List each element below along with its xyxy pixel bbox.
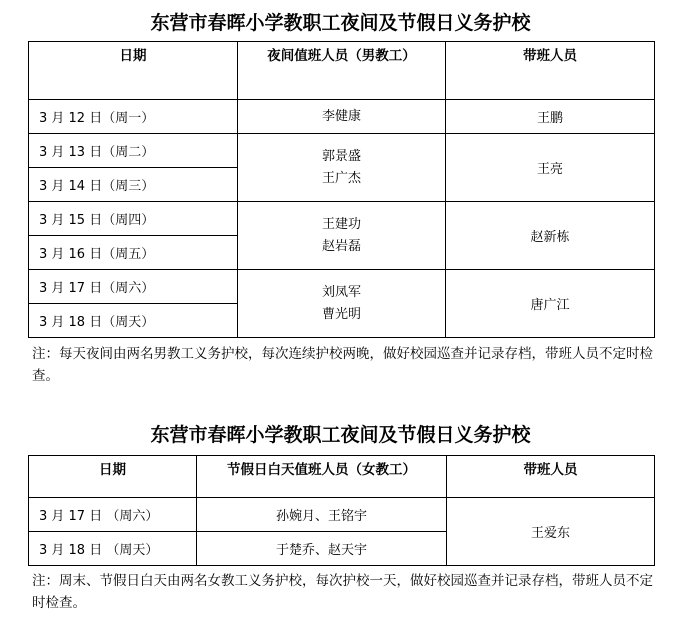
date-cell: 3 月 17 日（周六） bbox=[29, 270, 238, 304]
duty-cell: 孙婉月、王铭宇 bbox=[197, 498, 447, 532]
duty-person: 刘凤军 bbox=[321, 284, 361, 300]
date-cell: 3 月 17 日 （周六） bbox=[29, 498, 197, 532]
duty-cell bbox=[238, 100, 446, 134]
duty-person: 曹光明 bbox=[321, 306, 361, 322]
leader-cell: 王亮 bbox=[446, 134, 655, 202]
header-date: 日期 bbox=[29, 456, 197, 498]
duty-cell bbox=[238, 270, 446, 338]
date-cell: 3 月 18 日（周天） bbox=[29, 304, 238, 338]
duty-person: 王建功 bbox=[321, 216, 361, 232]
leader-cell: 王鹏 bbox=[446, 100, 655, 134]
duty-person: 王广杰 bbox=[321, 170, 361, 186]
holiday-duty-table bbox=[28, 455, 655, 566]
night-duty-table bbox=[28, 41, 655, 338]
table2-title: 东营市春晖小学教职工夜间及节假日义务护校 bbox=[150, 424, 531, 446]
header-leader: 带班人员 bbox=[447, 456, 655, 498]
date-cell: 3 月 14 日（周三） bbox=[29, 168, 238, 202]
header-night-duty: 夜间值班人员（男教工） bbox=[238, 42, 446, 100]
duty-cell bbox=[238, 134, 446, 202]
table2-note: 注：周末、节假日白天由两名女教工义务护校，每次护校一天，做好校园巡查并记录存档，带班人员不定时检查。 bbox=[32, 573, 653, 611]
leader-cell: 赵新栋 bbox=[446, 202, 655, 270]
header-leader: 带班人员 bbox=[446, 42, 655, 100]
date-cell: 3 月 18 日 （周天） bbox=[29, 532, 197, 566]
duty-cell bbox=[238, 202, 446, 270]
date-cell: 3 月 13 日（周二） bbox=[29, 134, 238, 168]
date-cell: 3 月 15 日（周四） bbox=[29, 202, 238, 236]
duty-person: 李健康 bbox=[321, 108, 361, 124]
header-day-duty: 节假日白天值班人员（女教工） bbox=[197, 456, 447, 498]
table1-title: 东营市春晖小学教职工夜间及节假日义务护校 bbox=[150, 12, 531, 34]
leader-cell: 唐广江 bbox=[446, 270, 655, 338]
duty-person: 郭景盛 bbox=[321, 148, 361, 164]
date-cell: 3 月 16 日（周五） bbox=[29, 236, 238, 270]
leader-cell: 王爱东 bbox=[447, 498, 655, 566]
header-date: 日期 bbox=[29, 42, 238, 100]
duty-person: 赵岩磊 bbox=[321, 238, 361, 254]
duty-cell: 于楚乔、赵天宇 bbox=[197, 532, 447, 566]
date-cell: 3 月 12 日（周一） bbox=[29, 100, 238, 134]
table1-note: 注：每天夜间由两名男教工义务护校，每次连续护校两晚，做好校园巡查并记录存档，带班人员不定时检查。 bbox=[32, 346, 653, 384]
